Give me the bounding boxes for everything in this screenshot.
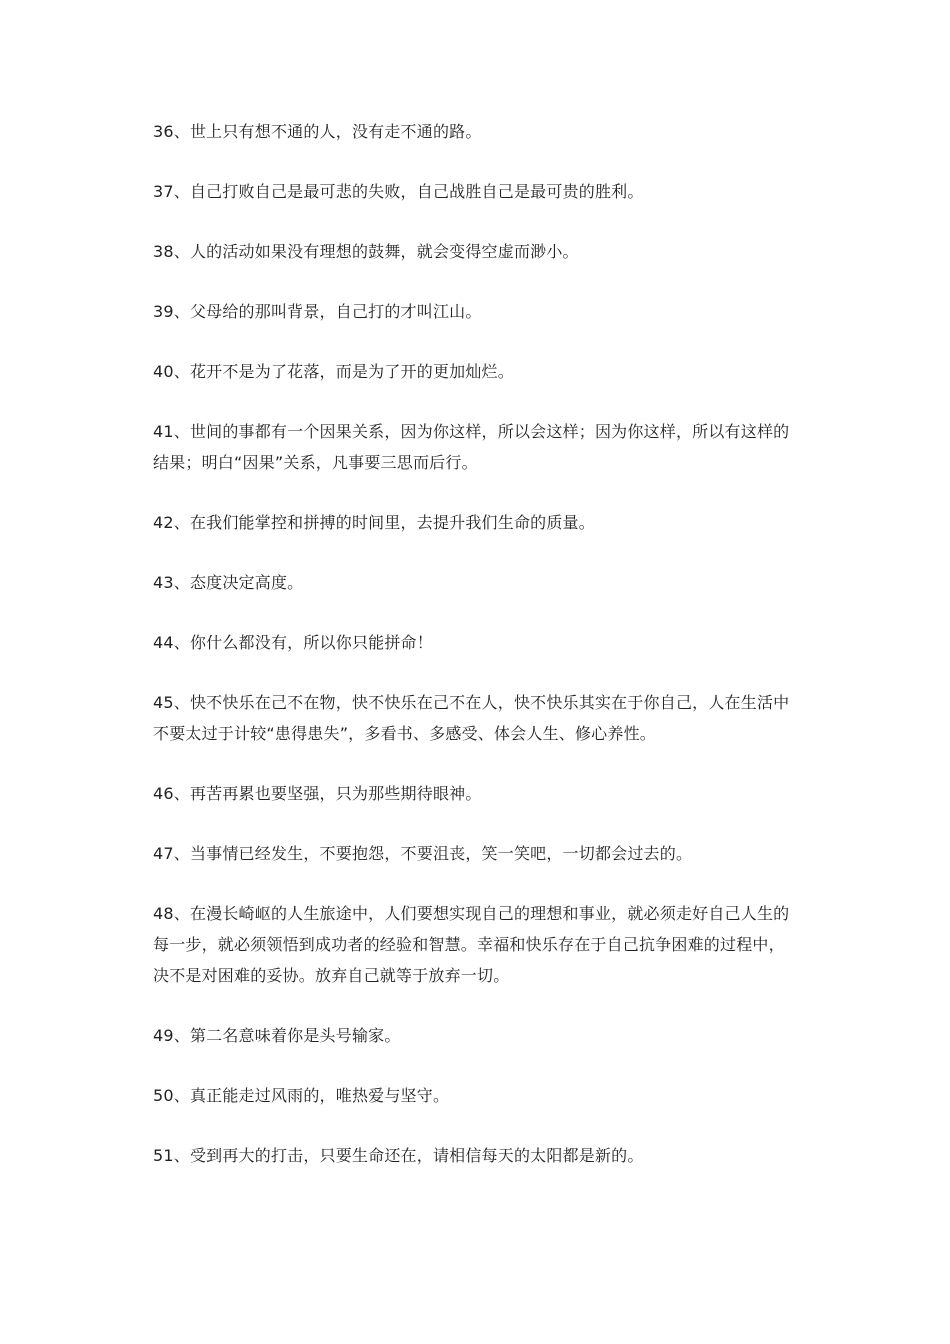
quote-37: 37、自己打败自己是最可悲的失败，自己战胜自己是最可贵的胜利。 [153, 182, 644, 201]
quote-41: 41、世间的事都有一个因果关系，因为你这样，所以会这样；因为你这样，所以有这样的结果；明白“因果”关系，凡事要三思而后行。 [153, 422, 790, 472]
quote-45: 45、快不快乐在己不在物，快不快乐在己不在人，快不快乐其实在于你自己，人在生活中不要太过于计较“患得患失”，多看书、多感受、体会人生、修心养性。 [153, 693, 790, 743]
quote-49: 49、第二名意味着你是头号输家。 [153, 1026, 401, 1045]
quote-46: 46、再苦再累也要坚强，只为那些期待眼神。 [153, 784, 482, 803]
quote-list [153, 116, 798, 1200]
quote-48: 48、在漫长崎岖的人生旅途中，人们要想实现自己的理想和事业，就必须走好自己人生的每一步，就必须领悟到成功者的经验和智慧。幸福和快乐存在于自己抗争困难的过程中，决不是对困难的妥协。放弃自己就等于放弃一切。 [153, 904, 790, 985]
quote-36: 36、世上只有想不通的人，没有走不通的路。 [153, 122, 482, 141]
quote-40: 40、花开不是为了花落，而是为了开的更加灿烂。 [153, 362, 514, 381]
quote-38: 38、人的活动如果没有理想的鼓舞，就会变得空虚而渺小。 [153, 242, 579, 261]
quote-39: 39、父母给的那叫背景，自己打的才叫江山。 [153, 302, 482, 321]
quote-44: 44、你什么都没有，所以你只能拼命！ [153, 633, 433, 652]
quote-47: 47、当事情已经发生，不要抱怨，不要沮丧，笑一笑吧，一切都会过去的。 [153, 844, 693, 863]
quote-50: 50、真正能走过风雨的，唯热爱与坚守。 [153, 1086, 450, 1105]
quote-43: 43、态度决定高度。 [153, 573, 304, 592]
quote-51: 51、受到再大的打击，只要生命还在，请相信每天的太阳都是新的。 [153, 1146, 644, 1165]
quote-42: 42、在我们能掌控和拼搏的时间里，去提升我们生命的质量。 [153, 513, 595, 532]
